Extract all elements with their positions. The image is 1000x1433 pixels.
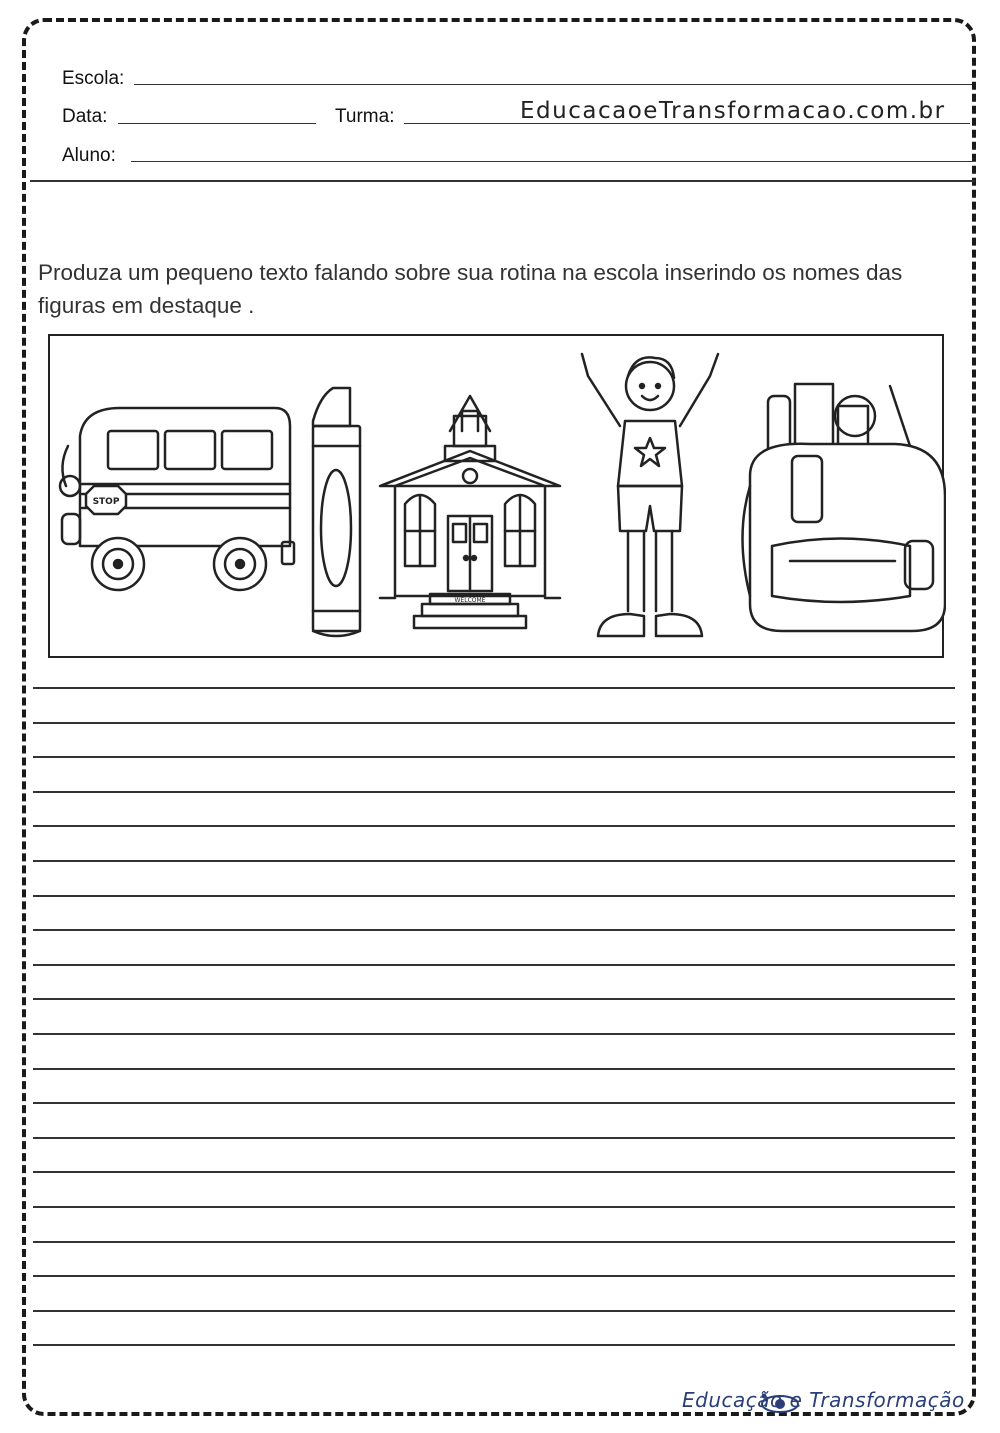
writing-line[interactable] <box>33 998 955 1000</box>
writing-line[interactable] <box>33 1068 955 1070</box>
bus-stop-sign: STOP <box>92 497 120 507</box>
writing-line[interactable] <box>33 895 955 897</box>
header-separator <box>30 180 975 182</box>
footer-brand: Educação e Transformação <box>682 1388 965 1412</box>
school-bus-icon <box>60 408 294 590</box>
student-label: Aluno: <box>62 145 116 166</box>
writing-line[interactable] <box>33 756 955 758</box>
class-label: Turma: <box>335 106 395 127</box>
school-field[interactable] <box>134 84 972 85</box>
child-waving-icon <box>582 354 718 636</box>
writing-line[interactable] <box>33 1102 955 1104</box>
door-welcome-sign: WELCOME <box>454 597 486 604</box>
writing-line[interactable] <box>33 687 955 689</box>
crayon-icon <box>313 388 360 636</box>
writing-line[interactable] <box>33 929 955 931</box>
writing-line[interactable] <box>33 1206 955 1208</box>
date-field[interactable] <box>118 123 316 124</box>
writing-line[interactable] <box>33 722 955 724</box>
writing-line[interactable] <box>33 1033 955 1035</box>
instruction-text: Produza um pequeno texto falando sobre sua rotina na escola inserindo os nomes das figuras em destaque . <box>38 260 903 318</box>
backpack-icon <box>743 384 946 631</box>
writing-line[interactable] <box>33 1241 955 1243</box>
picture-strip <box>48 334 944 658</box>
writing-line[interactable] <box>33 825 955 827</box>
site-url-watermark: EducacaoeTransformacao.com.br <box>520 98 946 124</box>
school-label: Escola: <box>62 68 125 89</box>
school-building-icon <box>380 396 560 628</box>
writing-line[interactable] <box>33 860 955 862</box>
writing-line[interactable] <box>33 964 955 966</box>
writing-line[interactable] <box>33 791 955 793</box>
student-field[interactable] <box>131 161 973 162</box>
date-label: Data: <box>62 106 108 127</box>
writing-line[interactable] <box>33 1344 955 1346</box>
writing-line[interactable] <box>33 1310 955 1312</box>
writing-line[interactable] <box>33 1137 955 1139</box>
writing-line[interactable] <box>33 1275 955 1277</box>
writing-line[interactable] <box>33 1171 955 1173</box>
